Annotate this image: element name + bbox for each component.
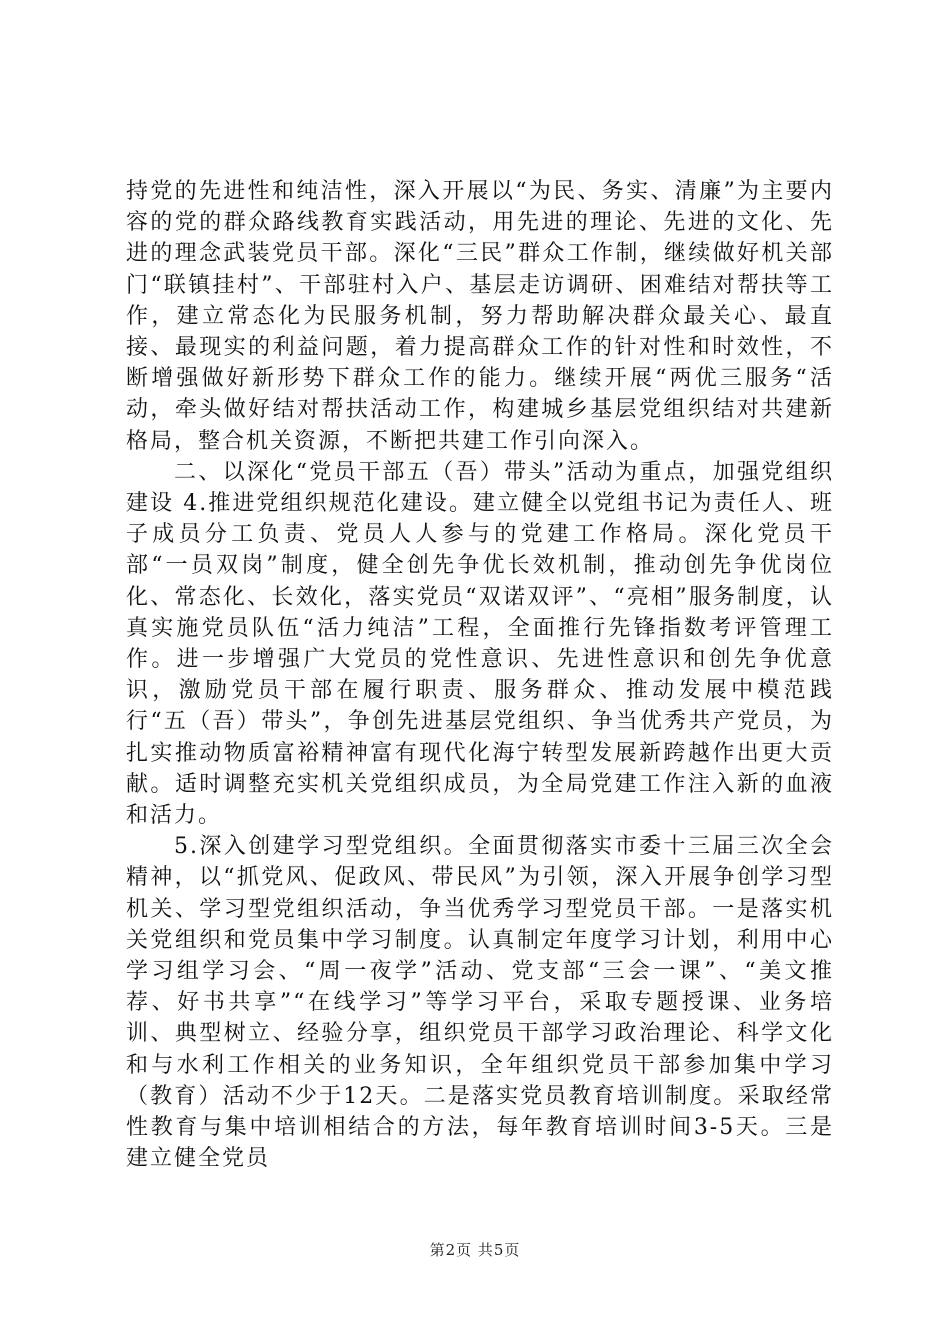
paragraph-continuation: 持党的先进性和纯洁性，深入开展以“为民、务实、清廉”为主要内容的党的群众路线教育实践活动，用先进的理论、先进的文化、先进的理念武装党员干部。深化“三民”群众工作制，继续做好机关部门“联镇挂村”、干部驻村入户、基层走访调研、困难结对帮扶等工作，建立常态化为民服务机制，努力帮助解决群众最关心、最直接、最现实的利益问题，着力提高群众工作的针对性和时效性，不断增强做好新形势下群众工作的能力。继续开展“两优三服务“活动，牵头做好结对帮扶活动工作，构建城乡基层党组织结对共建新格局，整合机关资源，不断把共建工作引向深入。 — [126, 179, 834, 454]
paragraph-item-five: 5.深入创建学习型党组织。全面贯彻落实市委十三届三次全会精神，以“抓党风、促政风、带民风”为引领，深入开展争创学习型机关、学习型党组织活动，争当优秀学习型党员干部。一是落实机关党组织和党员集中学习制度。认真制定年度学习计划，利用中心学习组学习会、“周一夜学”活动、党支部“三会一课”、“美文推荐、好书共享”“在线学习”等学习平台，采取专题授课、业务培训、典型树立、经验分享，组织党员干部学习政治理论、科学文化和与水利工作相关的业务知识，全年组织党员干部参加集中学习（教育）活动不少于12天。二是落实党员教育培训制度。采取经常性教育与集中培训相结合的方法，每年教育培训时间3-5天。三是建立健全党员 — [126, 834, 834, 1172]
page-number-footer: 第2页 共5页 — [429, 1241, 521, 1259]
paragraph-section-two: 二、以深化“党员干部五（吾）带头”活动为重点，加强党组织建设 4.推进党组织规范化建设。建立健全以党组书记为责任人、班子成员分工负责、党员人人参与的党建工作格局。深化党员干部“一员双岗”制度，健全创先争优长效机制，推动创先争优岗位化、常态化、长效化，落实党员“双诺双评”、“亮相”服务制度，认真实施党员队伍“活力纯洁”工程，全面推行先锋指数考评管理工作。进一步增强广大党员的党性意识、先进性意识和创先争优意识，激励党员干部在履行职责、服务群众、推动发展中模范践行“五（吾）带头”，争创先进基层党组织、争当优秀共产党员，为扎实推动物质富裕精神富有现代化海宁转型发展新跨越作出更大贡献。适时调整充实机关党组织成员，为全局党建工作注入新的血液和活力。 — [126, 459, 834, 829]
document-body — [126, 176, 834, 1175]
